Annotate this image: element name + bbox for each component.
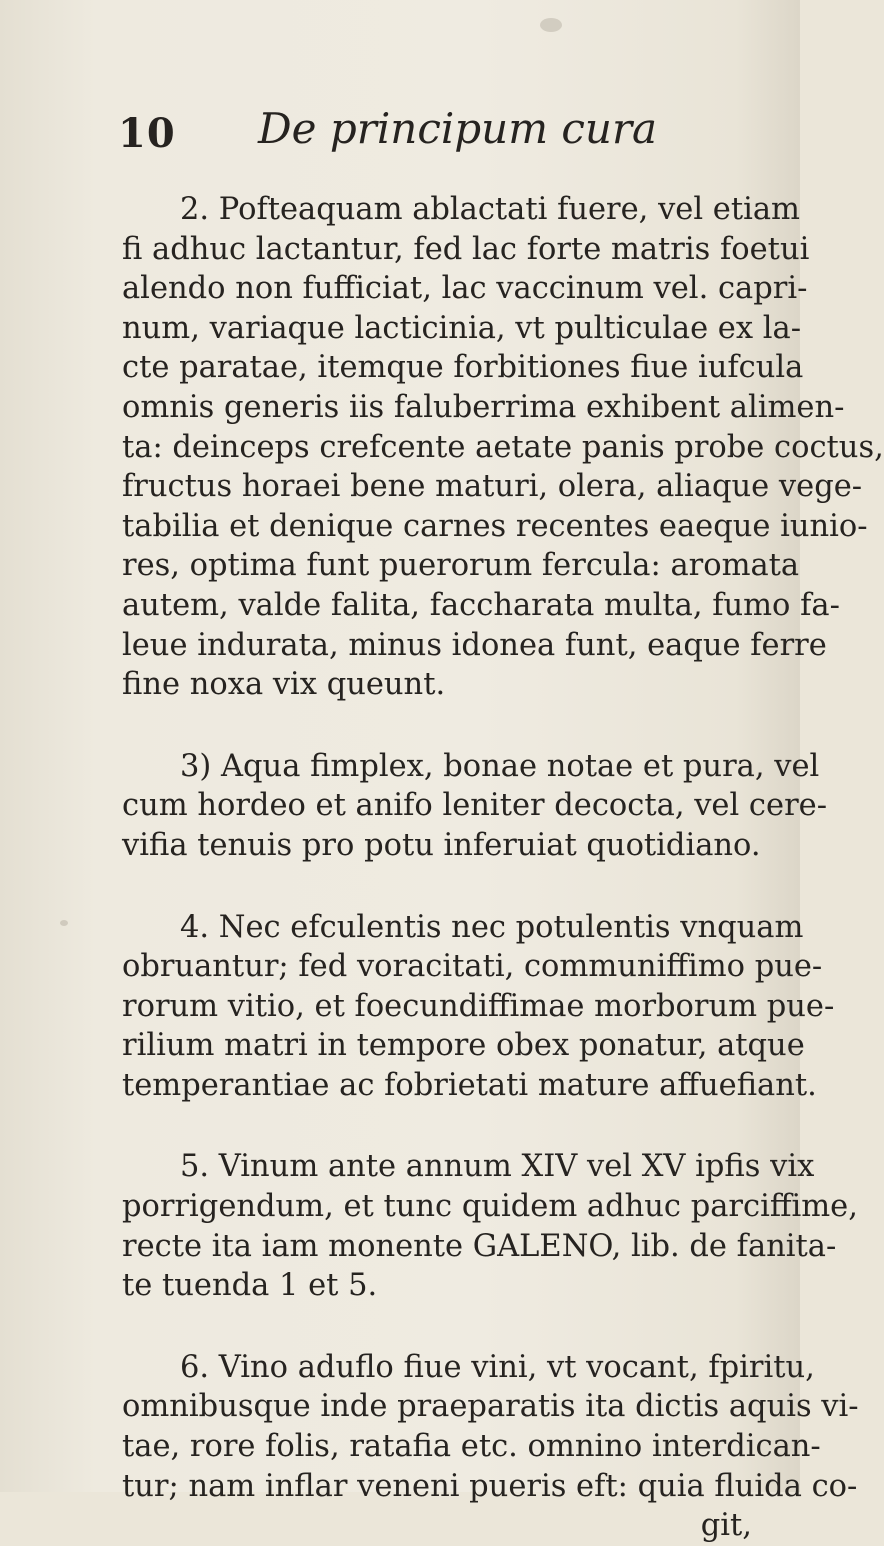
text-line: leue indurata, minus idonea funt, eaque ferre: [122, 627, 827, 663]
text-line: 5. Vinum ante annum XIV vel XV ipfis vix: [180, 1149, 815, 1185]
text-line: fi adhuc lactantur, fed lac forte matris foetui: [122, 231, 810, 267]
text-line: alendo non fufficiat, lac vaccinum vel. capri-: [122, 271, 808, 307]
text-line: vifia tenuis pro potu inferuiat quotidiano.: [122, 827, 761, 863]
text-line: num, variaque lacticinia, vt pulticulae ex la-: [122, 310, 801, 346]
text-line: omnibusque inde praeparatis ita dictis aquis vi-: [122, 1389, 859, 1425]
body-text: [122, 190, 884, 1546]
text-line: 2. Pofteaquam ablactati fuere, vel etiam: [180, 192, 800, 227]
text-line: porrigendum, et tunc quidem adhuc parciffime,: [122, 1189, 858, 1225]
ink-speck: [60, 920, 68, 926]
text-line: temperantiae ac fobrietati mature affuefiant.: [122, 1067, 817, 1103]
catchword: git,: [700, 1508, 752, 1544]
paragraph-6: [122, 1348, 859, 1546]
text-line: rorum vitio, et foecundiffimae morborum pue-: [122, 988, 835, 1024]
text-line: recte ita iam monente GALENO, lib. de fanita-: [122, 1228, 837, 1264]
text-line: ta: deinceps crefcente aetate panis probe coctus,: [122, 429, 884, 465]
text-line: res, optima funt puerorum fercula: aromata: [122, 548, 800, 584]
text-line: autem, valde falita, faccharata multa, fumo fa-: [122, 587, 840, 623]
text-line: tae, rore folis, ratafia etc. omnino interdican-: [122, 1429, 821, 1465]
text-line: rilium matri in tempore obex ponatur, atque: [122, 1028, 805, 1064]
text-line: tabilia et denique carnes recentes eaeque iunio-: [122, 508, 868, 544]
text-line: obruantur; fed voracitati, communiffimo pue-: [122, 949, 823, 985]
text-line: fine noxa vix queunt.: [122, 667, 446, 703]
text-line: omnis generis iis faluberrima exhibent alimen-: [122, 389, 845, 425]
text-line: cte paratae, itemque forbitiones fiue iufcula: [122, 350, 804, 386]
paragraph-4: [122, 908, 835, 1106]
paragraph-5: [122, 1147, 858, 1305]
page-number: 10: [118, 110, 176, 157]
running-title: De principum cura: [258, 104, 658, 153]
text-line: te tuenda 1 et 5.: [122, 1268, 378, 1304]
text-line: 3) Aqua fimplex, bonae notae et pura, vel: [180, 748, 820, 784]
text-line: 6. Vino aduflo fiue vini, vt vocant, fpiritu,: [180, 1349, 815, 1385]
text-line: 4. Nec efculentis nec potulentis vnquam: [180, 909, 804, 945]
page-header: [118, 104, 738, 164]
text-line: cum hordeo et anifo leniter decocta, vel cere-: [122, 788, 827, 824]
paragraph-2: [122, 190, 884, 705]
text-line: fructus horaei bene maturi, olera, aliaque vege-: [122, 469, 863, 505]
text-line: tur; nam inflar veneni pueris eft: quia fluida co-: [122, 1468, 858, 1504]
ink-speck: [540, 18, 562, 32]
paragraph-3: [122, 747, 827, 866]
